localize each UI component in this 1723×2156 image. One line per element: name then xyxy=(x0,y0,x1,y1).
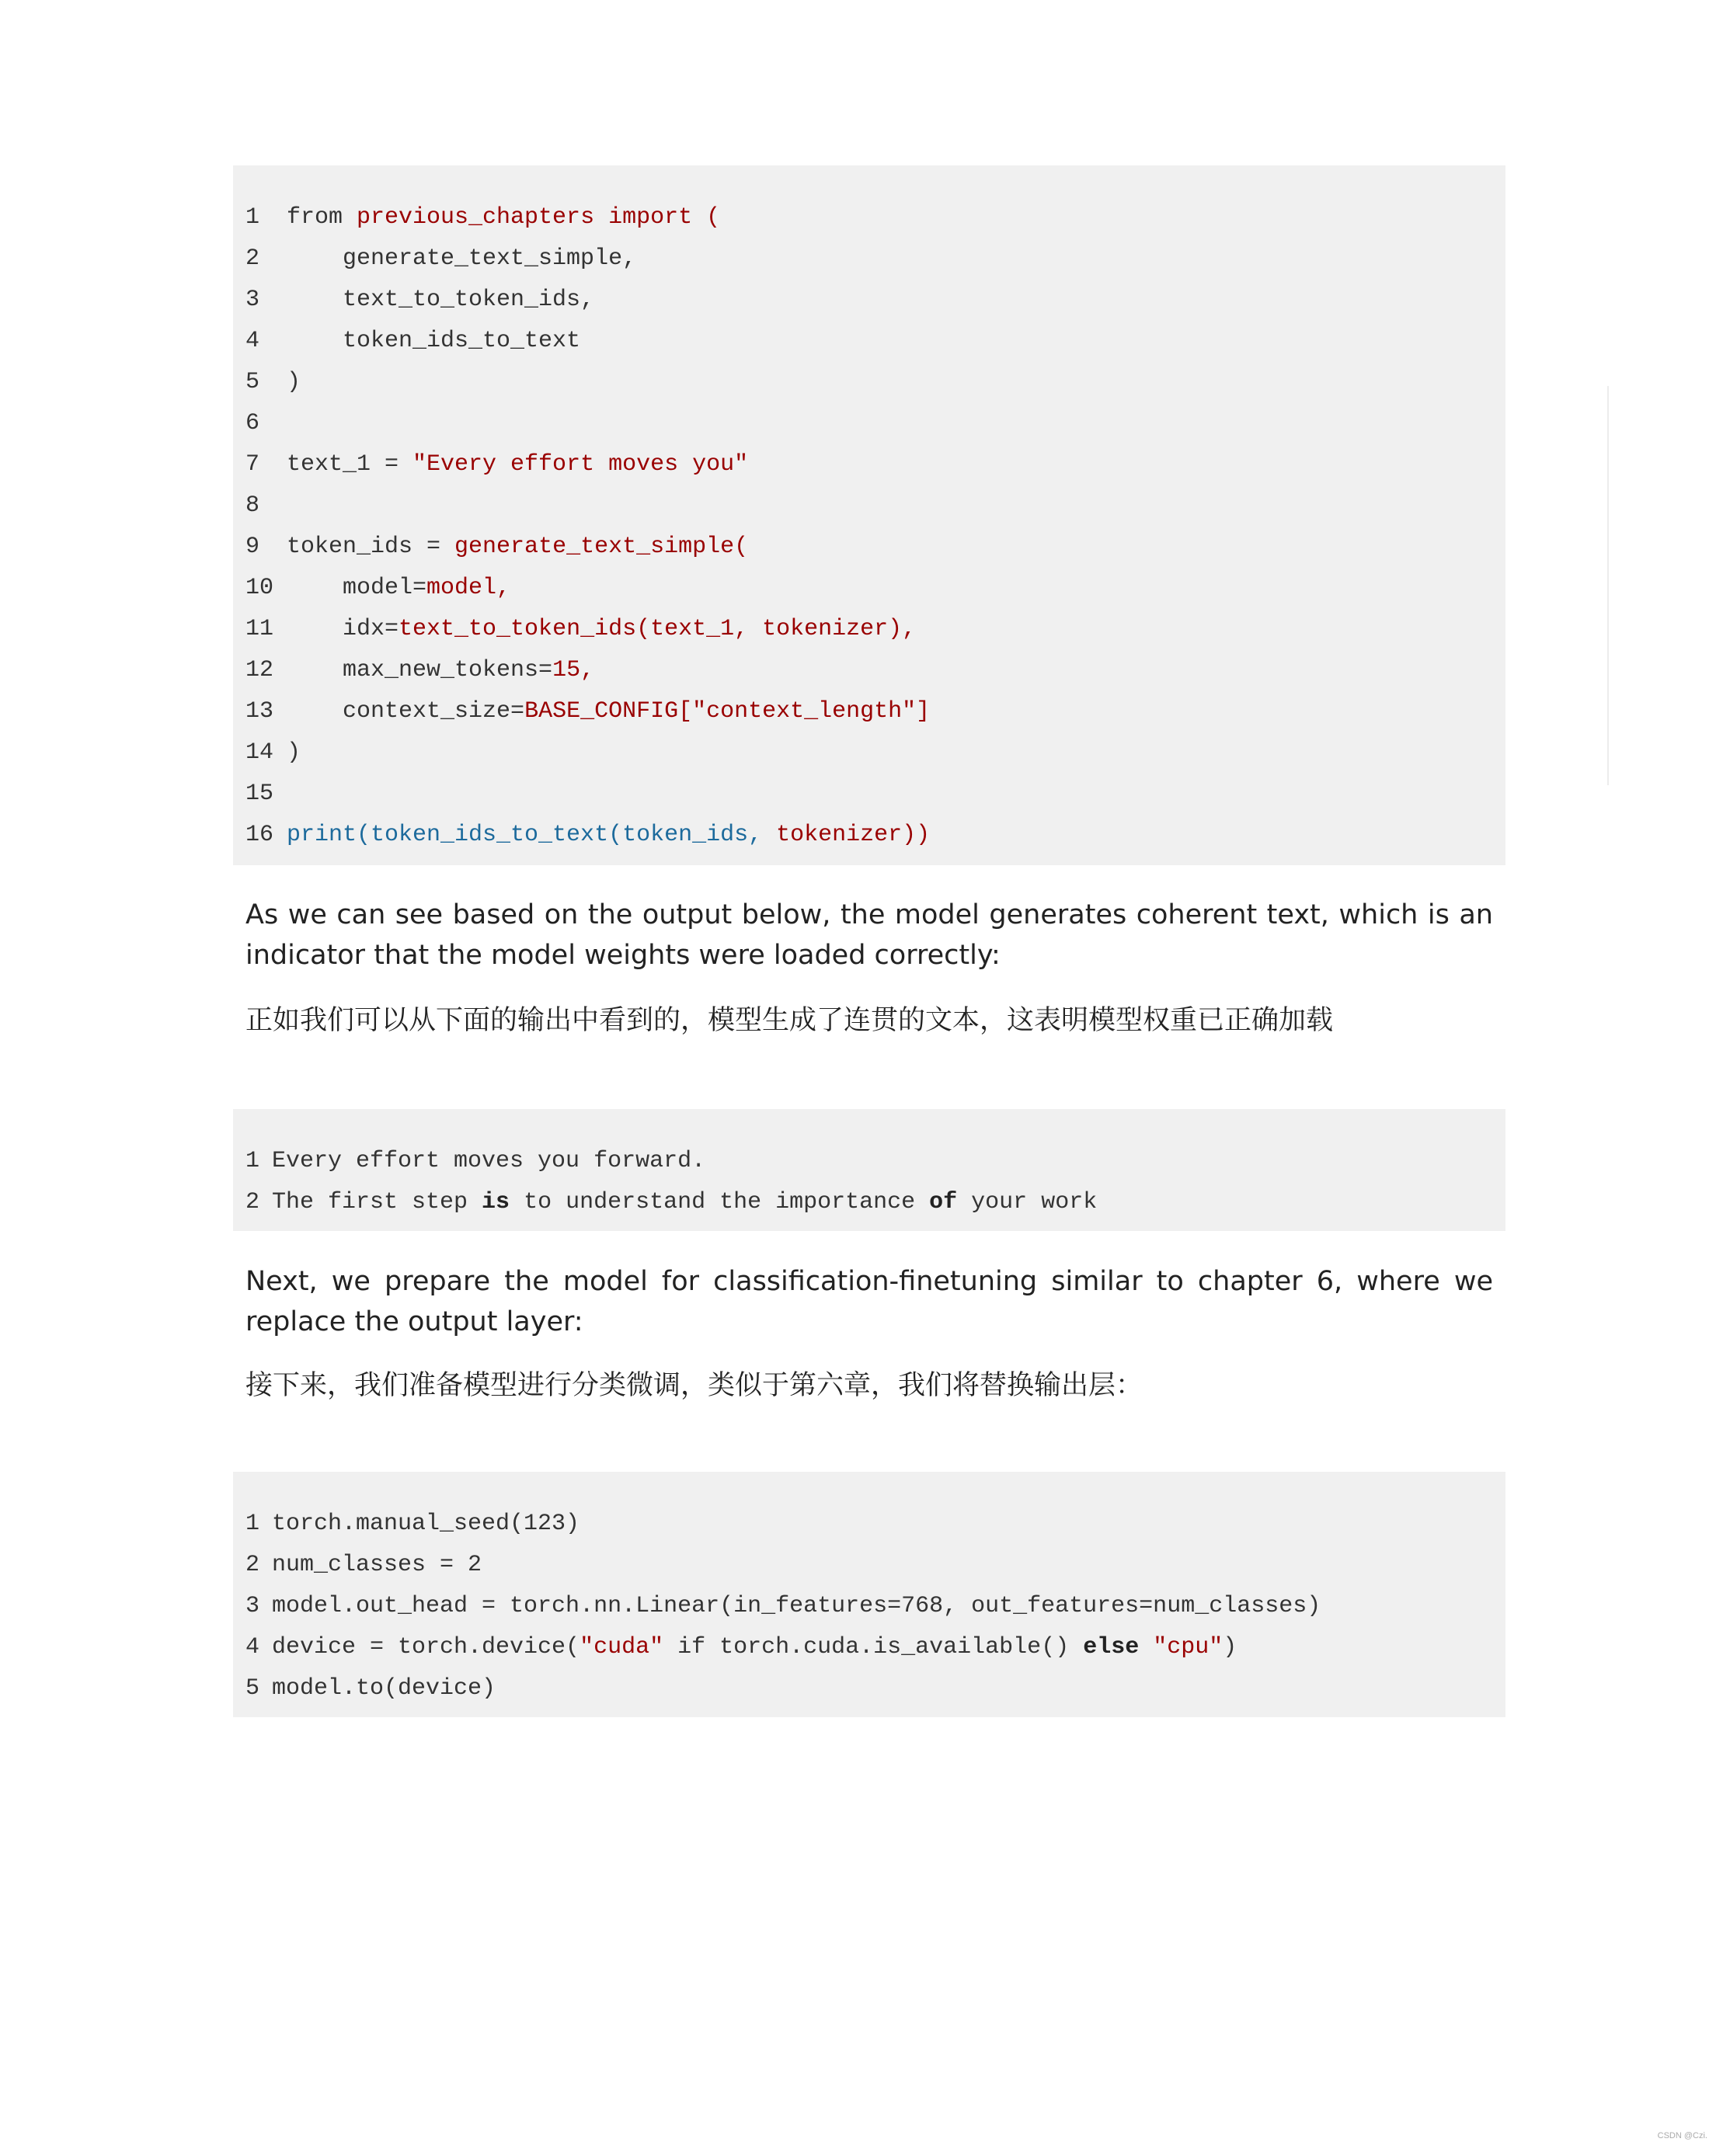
line-number: 11 xyxy=(245,616,274,642)
line-number: 5 xyxy=(245,369,260,395)
code-text xyxy=(287,362,301,403)
code-text xyxy=(272,1545,482,1586)
line-number: 10 xyxy=(245,575,274,601)
code-text xyxy=(287,238,636,280)
code-token: is xyxy=(482,1189,510,1215)
code-text xyxy=(287,197,720,238)
code-block-output-layer xyxy=(233,1472,1505,1717)
code-token: device = torch.device( xyxy=(272,1634,580,1660)
code-token: ) xyxy=(287,739,301,766)
code-token: ) xyxy=(1223,1634,1237,1660)
paragraph-finetune-intro: Next, we prepare the model for classification-finetuning similar to chapter 6, where we replace the output layer: xyxy=(245,1266,1493,1337)
code-block-imports xyxy=(233,165,1505,865)
code-token: your work xyxy=(957,1189,1098,1215)
code-token: text_1 = xyxy=(287,451,413,478)
code-token: ) xyxy=(287,369,301,395)
code-token: previous_chapters import ( xyxy=(357,204,721,231)
divider-line xyxy=(1607,386,1609,785)
code-token: BASE_CONFIG[ xyxy=(524,698,693,725)
code-text xyxy=(287,444,748,485)
line-number: 9 xyxy=(245,534,260,560)
code-text xyxy=(287,815,930,856)
code-token: of xyxy=(929,1189,958,1215)
code-text xyxy=(287,732,301,774)
paragraph-finetune-intro-zh: 接下来，我们准备模型进行分类微调，类似于第六章，我们将替换输出层： xyxy=(245,1370,1143,1401)
code-token: from xyxy=(287,204,357,231)
code-token: idx= xyxy=(287,616,399,642)
paragraph-output-intro-zh: 正如我们可以从下面的输出中看到的，模型生成了连贯的文本，这表明模型权重已正确加载 xyxy=(245,1005,1334,1036)
code-token: else xyxy=(1083,1634,1140,1660)
line-number: 4 xyxy=(245,1634,260,1660)
line-number: 4 xyxy=(245,328,260,354)
line-number: 2 xyxy=(245,245,260,272)
line-number: 16 xyxy=(245,822,274,848)
code-token: num_classes = 2 xyxy=(272,1552,482,1578)
line-number: 7 xyxy=(245,451,260,478)
code-text xyxy=(272,1627,1237,1668)
code-token: tokenizer)) xyxy=(776,822,931,848)
code-token xyxy=(1139,1634,1153,1660)
code-token: "context_length" xyxy=(692,698,917,725)
line-number: 2 xyxy=(245,1552,260,1578)
code-token: ] xyxy=(916,698,931,725)
watermark: CSDN @Czi. xyxy=(1657,2131,1707,2140)
line-number: 1 xyxy=(245,204,260,231)
code-token: Every effort moves you forward. xyxy=(272,1148,706,1174)
line-number: 1 xyxy=(245,1511,260,1537)
line-number: 15 xyxy=(245,781,274,807)
code-text xyxy=(272,1586,1321,1627)
code-text xyxy=(272,1668,496,1709)
code-token: The first step xyxy=(272,1189,482,1215)
code-block-output xyxy=(233,1109,1505,1231)
code-token: "Every effort moves you" xyxy=(412,451,749,478)
line-number: 14 xyxy=(245,739,274,766)
paragraph-output-intro: As we can see based on the output below, the model generates coherent text, which is an indicator that the model weights were loaded correctly: xyxy=(245,899,1493,971)
line-number: 6 xyxy=(245,410,260,436)
code-token: to understand the importance xyxy=(510,1189,930,1215)
code-token: "cuda" xyxy=(580,1634,664,1660)
code-token: token_ids = xyxy=(287,534,455,560)
code-token: 15, xyxy=(552,657,595,683)
code-text xyxy=(272,1182,1097,1223)
code-text xyxy=(272,1141,705,1182)
line-number: 12 xyxy=(245,657,274,683)
line-number: 1 xyxy=(245,1148,260,1174)
code-text xyxy=(287,568,510,609)
code-token: generate_text_simple, xyxy=(287,245,637,272)
code-text xyxy=(287,321,580,362)
line-number: 5 xyxy=(245,1675,260,1702)
line-number: 13 xyxy=(245,698,274,725)
code-text xyxy=(287,609,916,650)
code-token: text_to_token_ids, xyxy=(287,287,595,313)
code-text xyxy=(272,1504,580,1545)
line-number: 3 xyxy=(245,1593,260,1619)
code-token: torch.manual_seed(123) xyxy=(272,1511,580,1537)
code-token: token_ids_to_text xyxy=(287,328,581,354)
code-token: if torch.cuda.is_available() xyxy=(663,1634,1084,1660)
code-token: context_size= xyxy=(287,698,525,725)
code-token: generate_text_simple( xyxy=(454,534,749,560)
code-token: model.to(device) xyxy=(272,1675,496,1702)
code-token: "cpu" xyxy=(1153,1634,1224,1660)
line-number: 8 xyxy=(245,492,260,519)
code-token: model= xyxy=(287,575,427,601)
code-token: model.out_head = torch.nn.Linear(in_features=768, out_features=num_classes) xyxy=(272,1593,1321,1619)
code-text xyxy=(287,691,930,732)
line-number: 3 xyxy=(245,287,260,313)
code-text xyxy=(287,650,594,691)
code-token: text_to_token_ids(text_1, tokenizer), xyxy=(399,616,917,642)
code-text xyxy=(287,280,594,321)
code-token: model, xyxy=(426,575,511,601)
code-text xyxy=(287,527,748,568)
code-token: print(token_ids_to_text(token_ids, xyxy=(287,822,777,848)
code-token: max_new_tokens= xyxy=(287,657,553,683)
line-number: 2 xyxy=(245,1189,260,1215)
